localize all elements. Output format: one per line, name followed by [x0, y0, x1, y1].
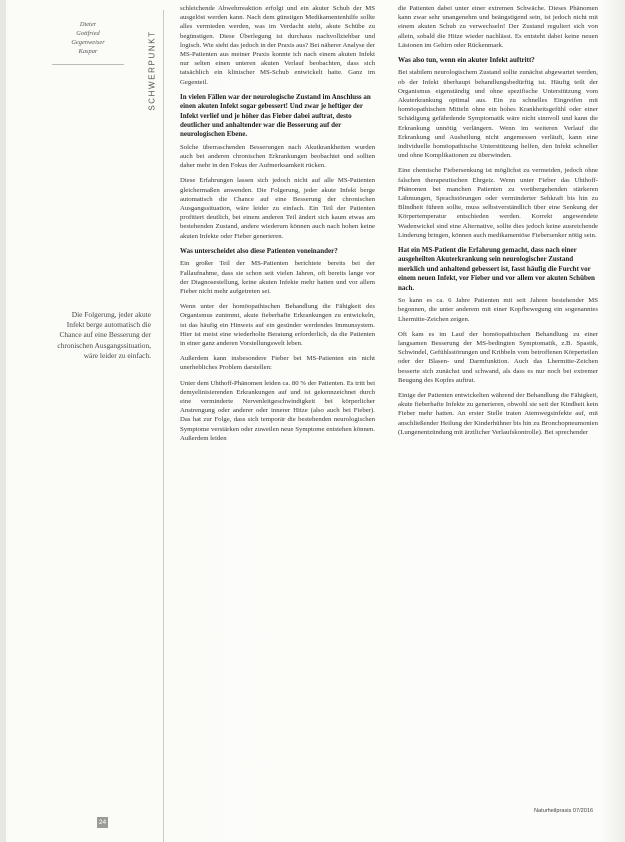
body-paragraph: schleichende Abwehrreaktion erfolgt und ein akuter Schub der MS ausgelöst werden kann. Nach dem günstigen Medikamentenhilfe sollte alles vermieden werden, was im Verdacht steht, akute Schübe zu begünstigen. Diese Überlegung ist durchaus nachvollziehbar und logisch. Wie sieht das jedoch in der Praxis aus? Bei näherer Analyse der MS-Patienten aus meiner Praxis konnte ich nach einem akuten Infekt nur selten einen unteren akuten Verlauf beobachten, dass sich tatsächlich ein klinischer MS-Schub entwickelt hatte. Ganz im Gegenteil. — [180, 5, 375, 86]
article-column-2 — [398, 4, 598, 443]
logo-divider — [52, 64, 124, 65]
page-number: 24 — [98, 819, 107, 826]
pull-quote: Die Folgerung, jeder akute Infekt berge automatisch die Chance auf eine Besserung der chronischen Ausgangssituation, wäre leider zu einfach. — [57, 310, 151, 360]
body-paragraph: Unter dem Uhthoff-Phänomen leiden ca. 80 % der Patienten. Es tritt bei demyelinisierenden Erkrankungen auf und ist gekennzeichnet durch eine verminderte Nervenleitgeschwindigkeit bei körperlicher Anstrengung oder anderer oder innerer Hitze (also auch bei Fieber). Das hat zur Folge, dass sich temporär die bestehenden neurologischen Symptome verstärken oder zuweilen neue Symptome entstehen können. Außerdem leiden — [180, 379, 375, 442]
body-paragraph: Solche überraschenden Besserungen nach Akutkrankheiten wurden auch bei anderen chronischen Erkrankungen beobachtet und sollten daher mehr in den Fokus der Aufmerksamkeit rücken. — [180, 143, 375, 170]
section-heading: Was unterscheidet also diese Patienten voneinander? — [180, 246, 338, 255]
body-paragraph: Wenn unter der homöopathischen Behandlung die Fähigkeit des Organismus zunimmt, akute fieberhafte Erkrankungen zu entwickeln, ist das häufig ein Hinweis auf ein gesünder werdendes Immunsystem. Hier ist meist eine wiederholte Beratung erforderlich, da die Patienten in einer ganz anderen Vorstellungswelt leben. — [180, 303, 375, 347]
body-paragraph: So kann es ca. 6 Jahre Patienten mit seit Jahren bestehender MS begonnen, die unter anderem mit einer Kopfbewegung ein sogenanntes Lhermitte-Zeichen zeigen. — [398, 297, 598, 323]
body-paragraph: Oft kam es im Lauf der homöopathischen Behandlung zu einer langsamen Besserung der MS-bedingten Symptomatik, z.B. Spastik, Schwindel, Gefühlsstörungen und Kribbeln vom betroffenen Körperteilen oder der Blasen- und Darmfunktion. Auch das Lhermitte-Zeichen besserte sich zunächst und schwand, als dass es nur noch bei extremer Beugung des Kopfes auftrat. — [398, 330, 598, 384]
journal-logo — [52, 20, 124, 56]
highlight-paragraph: Hat ein MS-Patient die Erfahrung gemacht, dass nach einer ausgeheilten Akuterkrankung sein neurologischer Zustand merklich und anhaltend gebessert ist, fasst häufig die Furcht vor einem neuen Infekt, vor Fieber und vor allem vor akuten Schüben nach. — [398, 246, 595, 292]
column-divider — [163, 10, 164, 842]
body-paragraph: Außerdem kann insbesondere Fieber bei MS-Patienten ein nicht unerhebliches Problem darstellen: — [180, 355, 375, 372]
body-paragraph: Eine chemische Fiebersenkung ist möglichst zu vermeiden, jedoch ohne falschen therapeutischen Ehrgeiz. Wenn unter Fieber das Uhthoff-Phänomen bei manchen Patienten zu vorübergehenden stärkeren Lähmungen, Sprachstörungen oder verminderter Sehkraft bis hin zu Blindheit führen sollte, muss selbstverständlich über eine Senkung der Körpertemperatur entschieden werden. Korrekt angewendete Wadenwickel sind eine Alternative, sollte dies jedoch keine ausreichende Linderung bringen, können auch medikamentöse Fiebersenker nötig sein. — [398, 167, 598, 239]
highlight-paragraph: In vielen Fällen war der neurologische Zustand im Anschluss an einen akuten Infekt sogar gebessert! Und zwar je heftiger der Infekt verlief und je höher das Fieber dabei auftrat, desto deutlicher und anhaltender war die Besserung auf der neurologischen Ebene. — [180, 92, 371, 139]
logo-line: Kaspar — [78, 48, 98, 55]
section-label-text: SCHWERPUNKT — [147, 30, 157, 111]
logo-line: Gottfried — [76, 30, 100, 37]
body-paragraph: die Patienten dabei unter einer extremen Schwäche. Dieses Phänomen kann zwar sehr unangenehm und beängstigend sein, ist jedoch nicht mit einem akuten Schub zu verwechseln! Der Zustand reguliert sich von allein, sobald die Hitze wieder nachlässt. Es entsteht dabei keine neuen Läsionen im Gehirn oder Rückenmark. — [398, 5, 598, 49]
body-paragraph: Bei stabilem neurologischem Zustand sollte zunächst abgewartet werden, ob der Infekt überhaupt behandlungsbedürftig ist. Häufig teilt der Organismus eigenständig und ohne spezifische Unterstützung vom Akuterkrankung optimal aus. Ein zu schnelles Eingreifen mit homöopathischen Mitteln ohne ein hohes Krankheitsgefühl oder einer Schädigung gefährdende Symptomatik wäre nicht sinnvoll und kann die Erkrankung unnötig verlängern. Wenn im weiteren Verlauf die Erkrankung und Ausheilung nicht angemessen verläuft, kann eine individuelle homöopathische Unterstützung helfen, den Infekt schneller und ohne Komplikationen zu überwinden. — [398, 69, 598, 160]
journal-footer: Naturheilpraxis 07/2016 — [534, 808, 594, 814]
section-heading: Was also tun, wenn ein akuter Infekt auftritt? — [398, 56, 535, 65]
article-column-1 — [180, 4, 375, 449]
logo-line: Gegenweiser — [71, 39, 105, 46]
page-binding-shadow — [0, 0, 6, 842]
body-paragraph: Ein großer Teil der MS-Patienten berichtete bereits bei der Fallaufnahme, dass sie schon seit vielen Jahren, oft bereits lange vor der Diagnosestellung, keine akuten Infekte mehr hatten und vor allem Fieber nicht mehr aufgetreten sei. — [180, 260, 375, 295]
section-label — [146, 18, 158, 128]
logo-line: Dieter — [79, 21, 97, 28]
body-paragraph: Einige der Patienten entwickelten während der Behandlung die Fähigkeit, akute fieberhafte Infekte zu generieren, obwohl sie seit der Kindheit kein Fieber mehr hatten. An erster Stelle traten Atemwegsinfekte auf, mit anschließender Heilung der Kinderhühner bis hin zu Bronchopneumonien (Lungenentzündung mit ärztlicher Verlaufskontrolle). Bei sprechender — [398, 391, 598, 436]
body-paragraph: Diese Erfahrungen lassen sich jedoch nicht auf alle MS-Patienten gleichermaßen anwenden. Die Folgerung, jeder akute Infekt berge automatisch die Chance auf eine Besserung der chronischen Ausgangssituation, wäre leider zu einfach. Ein Teil der Patienten profitiert deutlich, bei einem anderen Teil ändert sich kaum etwas am bestehenden Zustand, andere wiederum können auch nach hohen keine akuten Infekte oder Fieber generieren. — [180, 177, 375, 240]
